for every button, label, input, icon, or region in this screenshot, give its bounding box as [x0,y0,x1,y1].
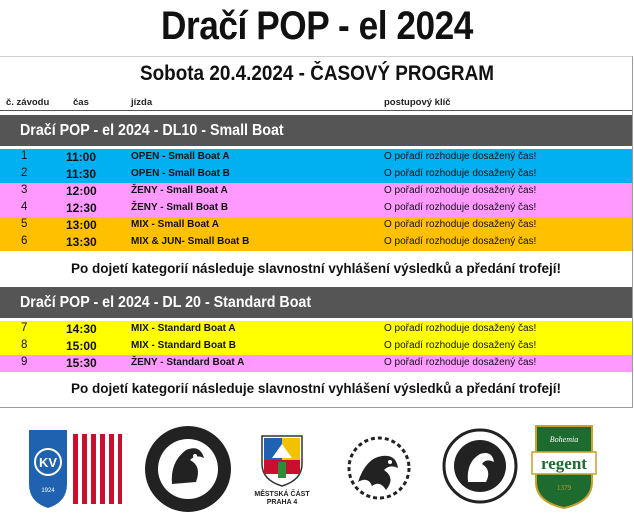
race-number: 9 [21,356,28,368]
race-key: O pořadí rozhoduje dosažený čas! [384,185,537,196]
svg-text:1924: 1924 [41,488,55,494]
kv-logo [27,428,123,510]
race-name: ŽENY - Small Boat A [131,185,228,196]
czech-dragon-boat-association-logo [140,424,236,514]
race-name: MIX & JUN- Small Boat B [131,236,250,247]
race-key: O pořadí rozhoduje dosažený čas! [384,168,537,179]
race-key: O pořadí rozhoduje dosažený čas! [384,236,537,247]
race-name: ŽENY - Standard Boat A [131,357,245,368]
awards-note: Po dojetí kategorií následuje slavnostní vyhlášení výsledků a předání trofejí! [71,381,561,396]
race-name: ŽENY - Small Boat B [131,202,229,213]
praha4-crest-logo [258,434,306,488]
col-time-header: čas [73,97,89,108]
column-header-row [0,96,632,111]
race-time: 15:00 [66,339,97,353]
race-key: O pořadí rozhoduje dosažený čas! [384,151,537,162]
praha4-caption [250,491,314,507]
race-time: 11:00 [66,150,97,164]
race-time: 11:30 [66,167,97,181]
race-number: 4 [21,201,28,213]
table-row [0,183,632,200]
race-key: O pořadí rozhoduje dosažený čas! [384,219,537,230]
svg-text:Bohemia: Bohemia [549,435,579,444]
race-name: MIX - Standard Boat B [131,340,237,351]
awards-note: Po dojetí kategorií následuje slavnostní vyhlášení výsledků a předání trofejí! [71,261,561,276]
mestska-cast-label: MĚSTSKÁ ČÁST [254,491,310,498]
race-key: O pořadí rozhoduje dosažený čas! [384,357,537,368]
race-number: 5 [21,218,28,230]
race-number: 7 [21,322,28,334]
bohemia-regent-logo [530,422,598,510]
race-name: OPEN - Small Boat A [131,151,230,162]
svg-text:1379: 1379 [557,484,571,492]
race-name: MIX - Small Boat A [131,219,219,230]
table-row [0,200,632,217]
section-title: Dračí POP - el 2024 - DL 20 - Standard Boat [20,294,312,311]
col-race-header: jízda [131,97,153,108]
table-row [0,149,632,166]
section-title: Dračí POP - el 2024 - DL10 - Small Boat [20,122,284,139]
section-header-small-boat [0,115,632,146]
svg-text:regent: regent [541,454,587,473]
race-time: 12:00 [66,184,97,198]
race-key: O pořadí rozhoduje dosažený čas! [384,340,537,351]
race-time: 13:00 [66,218,97,232]
race-key: O pořadí rozhoduje dosažený čas! [384,323,537,334]
col-num-header: č. závodu [6,97,50,108]
table-row [0,234,632,251]
race-name: OPEN - Small Boat B [131,168,230,179]
race-time: 12:30 [66,201,97,215]
race-number: 1 [21,150,28,162]
race-time: 15:30 [66,356,97,370]
race-name: MIX - Standard Boat A [131,323,236,334]
page-title: Dračí POP - el 2024 [161,4,473,48]
table-row [0,321,632,338]
dragon-club-logo [346,428,412,506]
race-time: 13:30 [66,235,97,249]
sponsor-logos [0,420,634,520]
schedule-subtitle: Sobota 20.4.2024 - ČASOVÝ PROGRAM [140,62,494,85]
race-number: 3 [21,184,28,196]
table-row [0,338,632,355]
race-time: 14:30 [66,322,97,336]
table-row [0,355,632,372]
svg-text:KV: KV [38,455,58,470]
table-row [0,166,632,183]
race-number: 6 [21,235,28,247]
race-key: O pořadí rozhoduje dosažený čas! [384,202,537,213]
race-number: 8 [21,339,28,351]
section-header-standard-boat [0,287,632,318]
col-key-header: postupový klíč [384,97,451,108]
dragon-boat-grand-prix-logo [440,426,520,506]
praha4-label: PRAHA 4 [266,499,298,506]
table-row [0,217,632,234]
race-number: 2 [21,167,28,179]
